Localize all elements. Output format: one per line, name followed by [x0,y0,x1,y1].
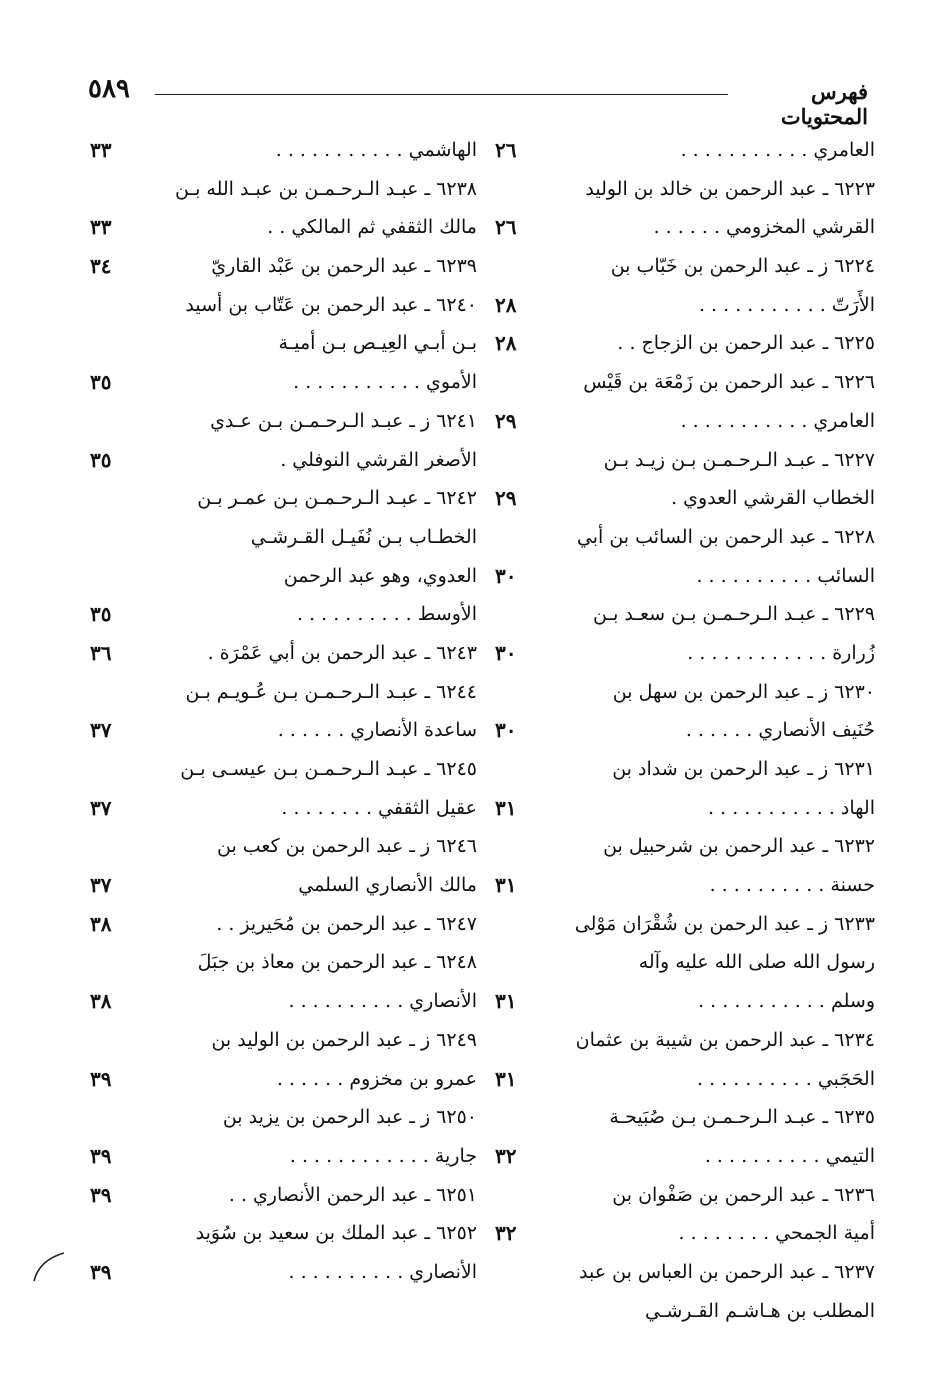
index-entry-text: ٦٢٣١ ز ـ عبد الرحمن بن شداد بن [612,758,875,780]
index-entry-text: الهاد . . . . . . . . . . . [708,796,875,819]
index-entry-row [485,1292,875,1331]
index-entry-row [485,866,875,905]
index-entry-row [485,634,875,673]
index-entry-text: ٦٢٢٦ ـ عبد الرحمن بن زَمْعَة بن قَيْس [583,371,875,394]
index-entry-text: ٦٢٣٨ ـ عبـد الـرحـمـن بن عبـد الله بـن [175,177,477,200]
index-entry-row [85,1253,477,1292]
index-entry-page: ٣١ [495,795,517,820]
index-column-left [85,131,477,1351]
index-entry-row [85,1060,477,1099]
index-entry-text: الأنصاري . . . . . . . . . . [288,1260,477,1283]
index-entry-row [85,363,477,402]
index-entry-row [85,247,477,286]
index-entry-row [485,1021,875,1060]
index-entry-page: ٣٣ [90,138,112,162]
index-entry-page: ٣١ [495,873,517,898]
index-entry-text: حُنَيف الأنصاري . . . . . . [685,719,875,742]
index-entry-page: ٣٧ [90,718,112,743]
index-entry-page: ٢٨ [495,331,517,356]
index-entry-text: زُرارة . . . . . . . . . . . . [687,641,875,664]
index-entry-row [85,286,477,325]
index-entry-row [85,1098,477,1137]
index-entry-row [85,595,477,634]
index-entry-row [485,711,875,750]
index-entry-text: ٦٢٢٨ ـ عبد الرحمن بن السائب بن أبي [576,525,875,548]
index-entry-row [85,905,477,944]
index-entry-text: مالك الأنصاري السلمي [298,874,477,897]
index-entry-page: ٣٥ [90,370,112,395]
index-entry-text: الخطاب القرشي العدوي . [671,487,875,510]
index-entry-row [485,1176,875,1215]
index-entry-row [485,518,875,557]
index-column-right [485,131,875,1351]
index-entry-text: ٦٢٤٦ ز ـ عبد الرحمن بن كعب بن [216,835,477,858]
index-entry-page: ٢٦ [495,138,517,162]
index-entry-text: ٦٢٣٠ ز ـ عبد الرحمن بن سهل بن [612,680,875,703]
index-entry-row [485,1098,875,1137]
index-entry-row [485,131,875,170]
index-entry-page: ٣١ [495,989,517,1014]
index-entry-text: ٦٢٤٢ ـ عبـد الـرحـمـن بـن عمـر بـن [197,487,477,510]
index-entry-page: ٣٦ [90,640,112,665]
index-entry-text: القرشي المخزومي . . . . . . [653,216,875,239]
index-entry-row [485,479,875,518]
index-entry-text: السائب . . . . . . . . . . [696,564,875,587]
index-entry-text: ٦٢٤٤ ـ عبـد الـرحـمـن بـن عُـويـم بـن [185,680,477,703]
index-entry-text: وسلم . . . . . . . . . . . [698,990,875,1013]
index-entry-page: ٣٢ [495,1221,517,1246]
index-entry-text: الأنصاري . . . . . . . . . . [288,990,477,1013]
index-entry-row [485,789,875,828]
index-entry-text: مالك الثقفي ثم المالكي . . [267,216,477,239]
index-entry-text: الأصغر القرشي النوفلي . [280,448,477,471]
index-entry-text: ٦٢٢٥ ـ عبد الرحمن بن الزجاج . . [617,332,875,355]
index-entry-row [85,827,477,866]
index-entry-row [85,1176,477,1215]
index-entry-page: ٣٠ [495,640,517,665]
index-entry-page: ٢٦ [495,215,517,240]
index-entry-row [85,943,477,982]
index-entry-text: المطلب بن هـاشـم القـرشـي [644,1299,875,1322]
index-entry-text: ٦٢٣٣ ز ـ عبد الرحمن بن شُقْرَان مَوْلى [574,912,875,935]
index-entry-text: عقيل الثقفي . . . . . . . . [281,796,477,819]
index-entry-page: ٣٩ [90,1066,112,1091]
page-number: ٥٨٩ [88,74,130,104]
index-entry-text: الأموي . . . . . . . . . . . [293,371,477,394]
index-entry-row [85,634,477,673]
index-entry-row [85,711,477,750]
index-entry-row [85,750,477,789]
index-entry-row [485,595,875,634]
index-entry-text: حسنة . . . . . . . . . . [709,874,875,897]
index-entry-row [85,557,477,596]
index-entry-page: ٢٩ [495,408,517,433]
index-entry-text: الحَجَبي . . . . . . . . . . [697,1067,875,1090]
index-entry-page: ٣٩ [90,1259,112,1284]
index-entry-row [85,866,477,905]
index-entry-row [85,1214,477,1253]
index-entry-text: ٦٢٣٢ ـ عبد الرحمن بن شرحبيل بن [603,835,875,858]
index-entry-text: ٦٢٥٠ ز ـ عبد الرحمن بن يزيد بن [222,1106,477,1129]
index-entry-text: الأوسط . . . . . . . . . . [296,603,477,626]
index-entry-page: ٢٨ [495,292,517,317]
index-entry-text: ٦٢٢٧ ـ عبـد الـرحـمـن بـن زيـد بـن [603,448,875,471]
index-entry-page: ٣٤ [90,254,112,279]
index-entry-row [485,208,875,247]
index-entry-text: ٦٢٣٤ ـ عبد الرحمن بن شيبة بن عثمان [575,1028,875,1051]
index-entry-row [485,750,875,789]
index-entry-text: ٦٢٢٤ ز ـ عبد الرحمن بن خَبّاب بن [610,255,875,278]
index-entry-row [485,905,875,944]
index-entry-text: الأَرَتّ . . . . . . . . . . . [698,293,875,316]
margin-pen-mark [28,1247,68,1287]
index-entry-text: ٦٢٢٩ ـ عبـد الـرحـمـن بـن سعـد بـن [593,603,875,626]
index-entry-row [485,1253,875,1292]
index-entry-row [485,170,875,209]
index-entry-text: ٦٢٣٧ ـ عبد الرحمن بن العباس بن عبد [579,1260,875,1283]
index-entry-row [485,324,875,363]
index-entry-text: جارية . . . . . . . . . . . . [289,1144,477,1167]
index-entry-row [485,286,875,325]
header-rule [155,94,728,95]
index-entry-row [85,1137,477,1176]
index-entry-text: التيمي . . . . . . . . . . [704,1144,875,1167]
index-entry-row [85,479,477,518]
index-entry-page: ٣٩ [90,1143,112,1168]
index-entry-page: ٣٩ [90,1182,112,1207]
index-entry-page: ٣٠ [495,563,517,588]
index-entry-row [485,1214,875,1253]
index-entry-text: الهاشمي . . . . . . . . . . . [275,139,477,161]
index-entry-text: العدوي، وهو عبد الرحمن [283,564,477,587]
index-entry-row [85,170,477,209]
index-entry-page: ٣٨ [90,989,112,1014]
index-entry-text: بـن أبـي العِيـص بـن أميـة [278,332,477,355]
index-entry-row [485,1060,875,1099]
index-entry-page: ٣١ [495,1066,517,1091]
index-entry-row [85,673,477,712]
index-entry-text: ٦٢٤٣ ـ عبد الرحمن بن أبي عَمْرَة . [207,641,477,664]
index-entry-page: ٣٥ [90,447,112,472]
index-entry-text: ٦٢٥٢ ـ عبد الملك بن سعيد بن سُوَيد [195,1222,477,1245]
index-entry-page: ٣٥ [90,602,112,627]
index-entry-page: ٣٨ [90,911,112,936]
index-entry-text: ٦٢٤٨ ـ عبد الرحمن بن معاذ بن جبَلَ [197,951,477,974]
index-entry-row [85,441,477,480]
index-entry-text: ٦٢٤١ ز ـ عبـد الـرحـمـن بـن عـدي [210,409,477,432]
index-entry-row [485,247,875,286]
index-entry-text: ٦٢٥١ ـ عبد الرحمن الأنصاري . . [228,1183,477,1206]
index-entry-text: ٦٢٤٠ ـ عبد الرحمن بن عَتّاب بن أسيد [185,293,477,316]
index-entry-text: ٦٢٣٥ ـ عبـد الـرحـمـن بـن صُبَيحـة [609,1106,875,1129]
index-entry-text: رسول الله صلى الله عليه وآله [638,951,875,974]
index-entry-row [85,131,477,170]
page-header-title: فهرس المحتويات [780,79,868,129]
index-entry-text: ساعدة الأنصاري . . . . . . [277,719,477,742]
index-entry-text: ٦٢٤٥ ـ عبـد الـرحـمـن بـن عيسـى بـن [180,758,477,780]
index-entry-row [85,1021,477,1060]
index-entry-text: عمرو بن مخزوم . . . . . . [276,1067,477,1090]
index-entry-row [485,402,875,441]
index-entry-text: ٦٢٢٣ ـ عبد الرحمن بن خالد بن الوليد [585,177,875,200]
index-entry-row [485,673,875,712]
index-entry-row [85,789,477,828]
index-entry-text: ٦٢٤٧ ـ عبد الرحمن بن مُحَيريز . . [216,912,477,935]
index-entry-row [85,982,477,1021]
index-entry-row [485,1137,875,1176]
index-entry-row [485,557,875,596]
index-entry-text: أمية الجمحي . . . . . . . . [678,1222,875,1245]
index-entry-text: ٦٢٣٦ ـ عبد الرحمن بن صَفْوان بن [612,1183,875,1206]
index-entry-row [485,363,875,402]
index-entry-page: ٣٧ [90,873,112,898]
index-entry-row [85,402,477,441]
index-entry-text: العامري . . . . . . . . . . . [680,139,875,161]
index-entry-row [85,208,477,247]
index-entry-row [85,518,477,557]
index-entry-page: ٣٧ [90,795,112,820]
index-entry-text: ٦٢٣٩ ـ عبد الرحمن بن عَبْد القاريّ [211,255,477,278]
index-entry-page: ٣٣ [90,215,112,240]
index-entry-row [485,827,875,866]
index-entry-row [85,324,477,363]
index-entry-text: العامري . . . . . . . . . . . [680,409,875,432]
index-entry-row [485,943,875,982]
index-entry-text: ٦٢٤٩ ز ـ عبد الرحمن بن الوليد بن [211,1028,477,1051]
index-entry-row [485,982,875,1021]
index-entry-page: ٣٠ [495,718,517,743]
index-entry-page: ٣٢ [495,1143,517,1168]
index-entry-page: ٢٩ [495,486,517,511]
index-entry-text: الخطـاب بـن نُفَيـل القـرشـي [250,525,477,548]
index-entry-row [485,441,875,480]
